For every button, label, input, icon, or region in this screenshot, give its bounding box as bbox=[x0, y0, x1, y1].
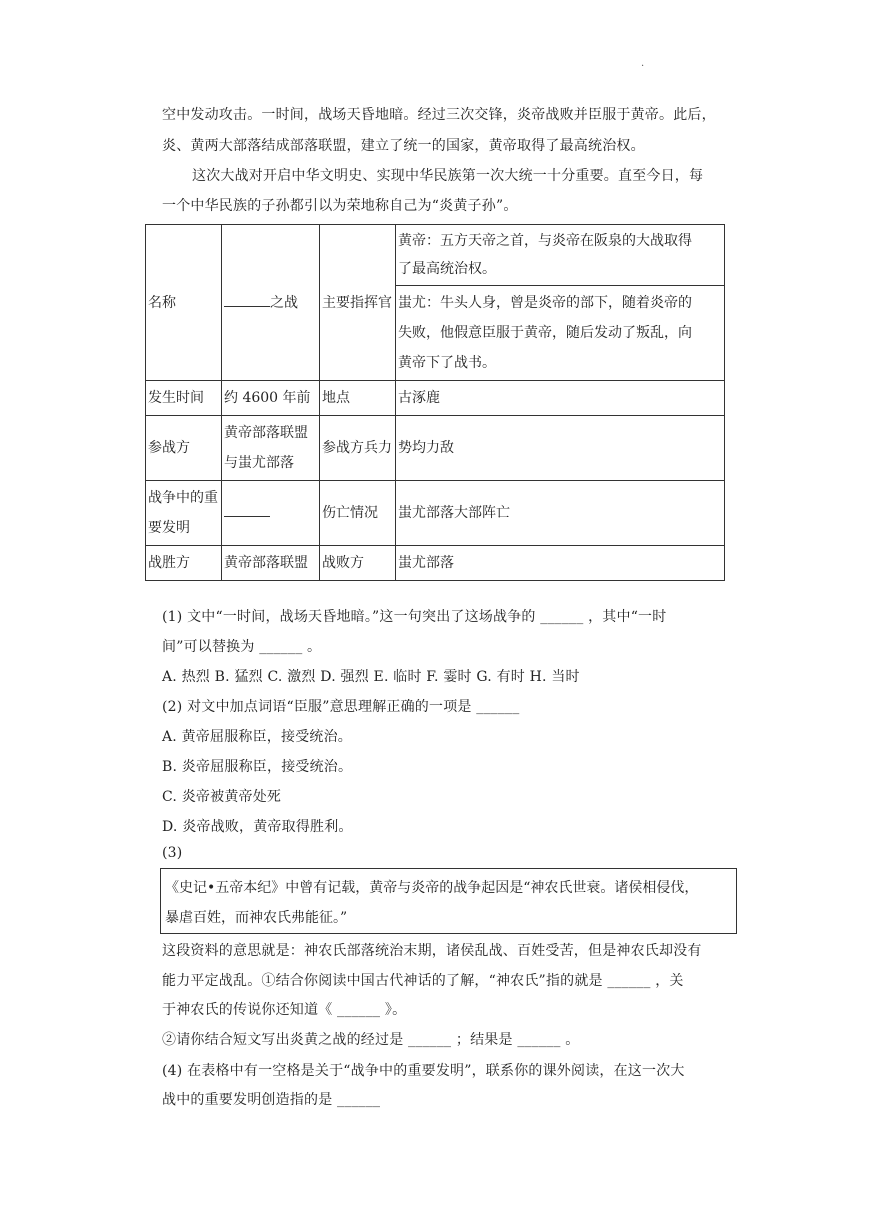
question-1-options: A. 热烈 B. 猛烈 C. 激烈 D. 强烈 E. 临时 F. 霎时 G. 有时 H. 当时 bbox=[162, 669, 580, 685]
question-2-option-b: B. 炎帝屈服称臣，接受统治。 bbox=[162, 759, 353, 775]
question-3-line-1: 这段资料的意思就是：神农氏部落统治末期，诸侯乱战、百姓受苦，但是神农氏却没有 bbox=[162, 943, 702, 959]
commander-chiyou-cell: 蚩尤：牛头人身，曾是炎帝的部下，随着炎帝的 失败，他假意臣服于黄帝，随后发动了叛乱，向 黄帝下了战书。 bbox=[396, 286, 725, 381]
invention-label-cell: 战争中的重要发明 bbox=[146, 481, 222, 546]
question-3-label: (3) bbox=[162, 845, 183, 861]
place-value-cell: 古涿鹿 bbox=[396, 381, 725, 416]
name-value-cell: 之战 bbox=[222, 225, 320, 381]
question-2-option-d: D. 炎帝战败，黄帝取得胜利。 bbox=[162, 819, 353, 835]
passage-line-3: 这次大战对开启中华文明史、实现中华民族第一次大统一十分重要。直至今日，每 bbox=[192, 168, 704, 184]
passage-line-4: 一个中华民族的子孙都引以为荣地称自己为“炎黄子孙”。 bbox=[162, 198, 518, 214]
winner-label-cell: 战胜方 bbox=[146, 546, 222, 581]
source-quote-line-2: 暴虐百姓，而神农氏弗能征。” bbox=[165, 910, 348, 926]
source-quote-box bbox=[160, 868, 737, 934]
strength-value-cell: 势均力敌 bbox=[396, 416, 725, 481]
question-2-option-c: C. 炎帝被黄帝处死 bbox=[162, 789, 282, 805]
time-value-cell: 约 4600 年前 bbox=[222, 381, 320, 416]
question-3-line-4: ②请你结合短文写出炎黄之战的经过是 ______ ；结果是 ______ 。 bbox=[162, 1032, 580, 1048]
passage-line-1: 空中发动攻击。一时间，战场天昏地暗。经过三次交锋，炎帝战败并臣服于黄帝。此后， bbox=[162, 107, 716, 123]
question-4-line-1: (4) 在表格中有一空格是关于“战争中的重要发明”，联系你的课外阅读，在这一次大 bbox=[162, 1063, 685, 1079]
commander-label-cell: 主要指挥官 bbox=[320, 225, 396, 381]
commander-huangdi-cell: 黄帝：五方天帝之首，与炎帝在阪泉的大战取得 了最高统治权。 bbox=[396, 225, 725, 286]
question-2-option-a: A. 黄帝屈服称臣，接受统治。 bbox=[162, 729, 353, 745]
strength-label-cell: 参战方兵力 bbox=[320, 416, 396, 481]
place-label-cell: 地点 bbox=[320, 381, 396, 416]
invention-value-cell bbox=[222, 481, 320, 546]
passage-line-2: 炎、黄两大部落结成部落联盟，建立了统一的国家，黄帝取得了最高统治权。 bbox=[162, 138, 645, 154]
battle-info-table bbox=[145, 224, 725, 581]
question-3-line-2: 能力平定战乱。①结合你阅读中国古代神话的了解，“神农氏”指的就是 ______ ，关 bbox=[162, 973, 684, 989]
winner-value-cell: 黄帝部落联盟 bbox=[222, 546, 320, 581]
casualty-label-cell: 伤亡情况 bbox=[320, 481, 396, 546]
question-3-line-3: 于神农氏的传说你还知道《 ______ 》。 bbox=[162, 1002, 407, 1018]
question-4-line-2: 战中的重要发明创造指的是 ______ bbox=[162, 1092, 381, 1108]
question-1-line-1: (1) 文中“一时间，战场天昏地暗。”这一句突出了这场战争的 ______ ，其中“一时 bbox=[162, 609, 667, 625]
sides-label-cell: 参战方 bbox=[146, 416, 222, 481]
page-mark: . bbox=[641, 58, 645, 69]
name-blank[interactable] bbox=[224, 292, 270, 307]
source-quote-line-1: 《史记•五帝本纪》中曾有记载，黄帝与炎帝的战争起因是“神农氏世衰。诸侯相侵伐， bbox=[165, 880, 699, 896]
loser-label-cell: 战败方 bbox=[320, 546, 396, 581]
name-label-cell: 名称 bbox=[146, 225, 222, 381]
sides-value-cell: 黄帝部落联盟与蚩尤部落 bbox=[222, 416, 320, 481]
casualty-value-cell: 蚩尤部落大部阵亡 bbox=[396, 481, 725, 546]
loser-value-cell: 蚩尤部落 bbox=[396, 546, 725, 581]
question-2-stem: (2) 对文中加点词语“臣服”意思理解正确的一项是 ______ bbox=[162, 699, 520, 715]
time-label-cell: 发生时间 bbox=[146, 381, 222, 416]
invention-blank[interactable] bbox=[224, 502, 270, 517]
question-1-line-2: 间”可以替换为 ______ 。 bbox=[162, 639, 322, 655]
